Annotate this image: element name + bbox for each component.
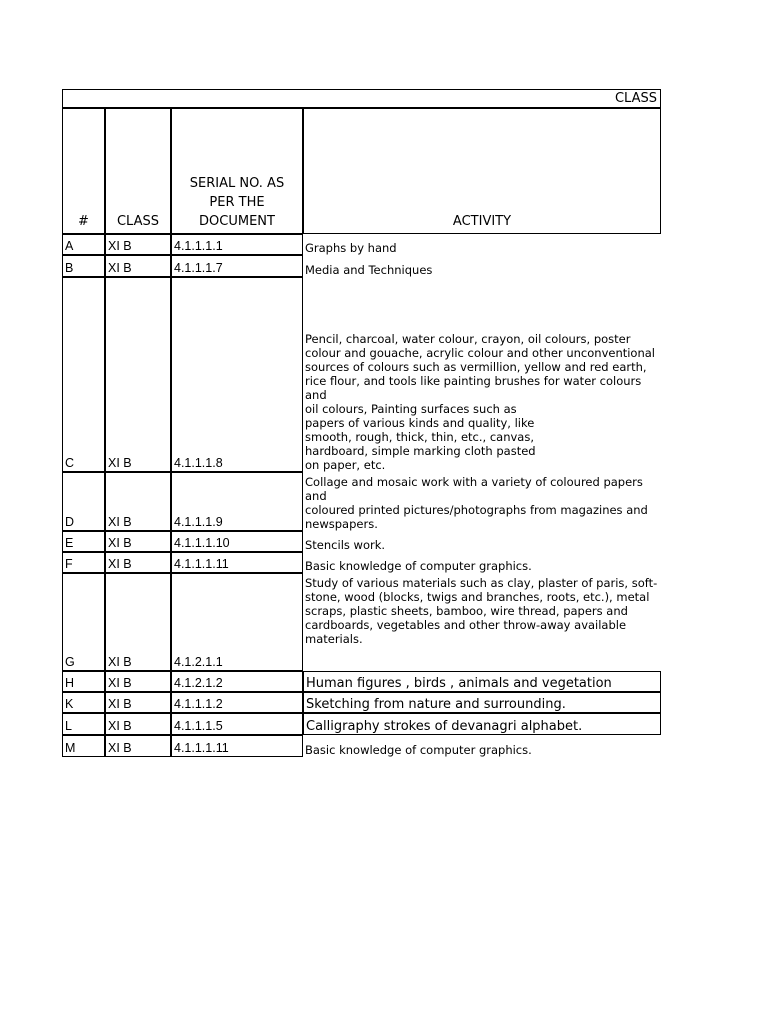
cell-activity: Stencils work. [305,538,386,552]
cell-activity: Study of various materials such as clay, plaster of paris, soft- stone, wood (blocks, twigs and branches, roots, etc.), metal scraps, plastic sheets, bamboo, wire thread, papers and cardboards, vegetables and other throw-away available materials. [305,576,658,646]
cell-serial: 4.1.1.1.11 [171,552,303,573]
cell-id: L [62,713,105,735]
header-class: CLASS [105,108,171,234]
cell-class: XI B [105,552,171,573]
cell-activity: Basic knowledge of computer graphics. [305,743,532,757]
cell-serial: 4.1.1.1.9 [171,472,303,531]
cell-activity: Basic knowledge of computer graphics. [305,559,532,573]
cell-serial: 4.1.2.1.2 [171,671,303,692]
title-bar [62,89,661,108]
cell-class: XI B [105,713,171,735]
cell-class: XI B [105,692,171,713]
cell-serial: 4.1.2.1.1 [171,573,303,671]
cell-class: XI B [105,472,171,531]
cell-id: G [62,573,105,671]
cell-id: D [62,472,105,531]
cell-id: E [62,531,105,552]
header-num: # [62,108,105,234]
cell-serial: 4.1.1.1.8 [171,277,303,472]
cell-serial: 4.1.1.1.2 [171,692,303,713]
cell-serial: 4.1.1.1.11 [171,735,303,757]
cell-class: XI B [105,671,171,692]
header-activity: ACTIVITY [303,108,661,234]
cell-serial: 4.1.1.1.7 [171,255,303,277]
cell-id: A [62,234,105,255]
cell-activity: Graphs by hand [305,241,397,255]
cell-class: XI B [105,234,171,255]
page-title: CLASS [614,91,657,106]
cell-id: M [62,735,105,757]
cell-activity: Calligraphy strokes of devanagri alphabet. [303,713,661,735]
cell-class: XI B [105,277,171,472]
cell-id: K [62,692,105,713]
cell-serial: 4.1.1.1.1 [171,234,303,255]
header-serial: SERIAL NO. AS PER THE DOCUMENT [171,108,303,234]
cell-class: XI B [105,573,171,671]
cell-id: F [62,552,105,573]
cell-serial: 4.1.1.1.5 [171,713,303,735]
cell-activity: Human figures , birds , animals and vegetation [303,671,661,692]
cell-class: XI B [105,531,171,552]
cell-serial: 4.1.1.1.10 [171,531,303,552]
cell-class: XI B [105,255,171,277]
cell-id: H [62,671,105,692]
cell-id: C [62,277,105,472]
cell-activity: Collage and mosaic work with a variety of coloured papers and coloured printed pictures/photographs from magazines and newspapers. [305,475,648,531]
cell-class: XI B [105,735,171,757]
cell-id: B [62,255,105,277]
cell-activity: Pencil, charcoal, water colour, crayon, oil colours, poster colour and gouache, acrylic colour and other unconventional sources of colours such as vermillion, yellow and red earth, rice flour, and tools like painting brushes for water colours and oil colours, Painting surfaces such as papers of various kinds and quality, like smooth, rough, thick, thin, etc., canvas, hardboard, simple marking cloth pasted on paper, etc. [305,332,656,472]
cell-activity: Sketching from nature and surrounding. [303,692,661,713]
cell-activity: Media and Techniques [305,263,433,277]
